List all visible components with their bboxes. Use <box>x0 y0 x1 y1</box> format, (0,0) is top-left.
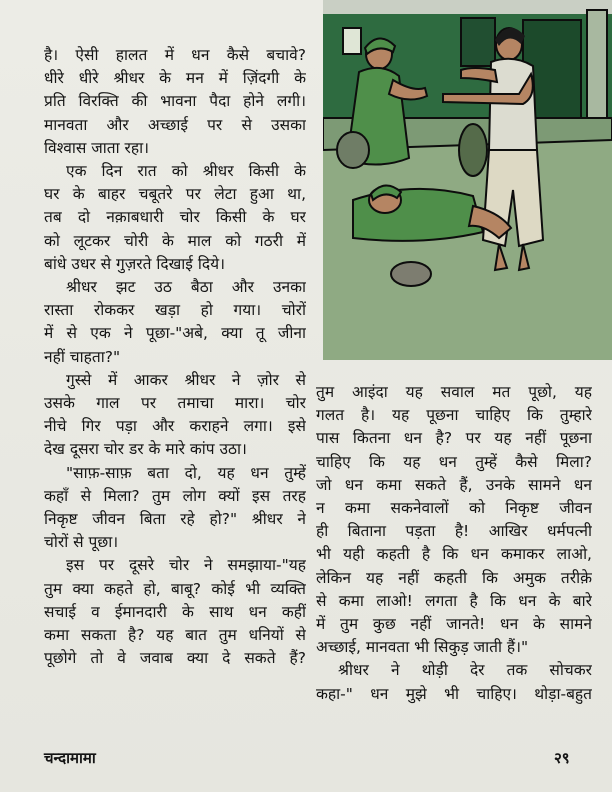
text-line: नीचे गिर पड़ा और कराहने लगा। इसे <box>44 417 306 436</box>
story-illustration <box>323 0 612 360</box>
house-pillar <box>587 10 607 130</box>
text-line: रास्ता रोककर खड़ा हो गया। चोरों <box>44 301 306 320</box>
text-line: से कमा लाओ! लगता है कि धन के बारे <box>316 591 592 610</box>
text-line: पूछोगे तो वे जवाब क्या दे सकते हैं? <box>44 649 306 668</box>
text-line: है। ऐसी हालत में धन कैसे बचावे? <box>44 46 306 64</box>
thief-bundle <box>337 132 369 168</box>
text-line: देख दूसरा चोर डर के मारे कांप उठा। <box>44 440 247 459</box>
magazine-title: चन्दामामा <box>44 749 96 767</box>
text-line: घर के बाहर चबूतरे पर लेटा हुआ था, <box>44 185 306 204</box>
text-line: मानवता और अच्छाई पर से उसका <box>44 115 306 134</box>
text-line: श्रीधर झट उठ बैठा और उनका <box>66 278 306 297</box>
text-line: बांधे उधर से गुज़रते दिखाई दिये। <box>44 254 225 273</box>
text-line: धीरे धीरे श्रीधर के मन में ज़िंदगी के <box>44 69 306 88</box>
text-line: निकृष्ट जीवन बिता रहे हो?" श्रीधर ने <box>44 510 306 529</box>
text-line: "साफ़-साफ़ बता दो, यह धन तुम्हें <box>66 463 306 482</box>
fallen-bundle <box>391 262 431 286</box>
text-line: तब दो नक़ाबधारी चोर किसी के घर <box>44 208 306 227</box>
text-line: गलत है। यह पूछना चाहिए कि तुम्हारे <box>316 406 592 425</box>
house-window-left <box>343 28 361 54</box>
text-line: इस पर दूसरे चोर ने समझाया-"यह <box>66 556 306 575</box>
text-line: ही बिताना पड़ता है! आखिर धर्मपत्नी <box>316 522 592 541</box>
right-text-column <box>316 381 592 706</box>
text-line: अच्छाई, मानवता भी सिकुड़ जाती हैं।" <box>316 638 529 657</box>
text-line: चाहिए कि यह धन तुम्हें कैसे मिला? <box>316 452 592 471</box>
text-line: कहा-" धन मुझे भी चाहिए। थोड़ा-बहुत <box>316 684 592 703</box>
text-line: को लूटकर चोरी के माल को गठरी में <box>44 231 306 250</box>
house-window-right <box>461 18 495 66</box>
text-line: कमा सकता है? यह बात तुम धनियों से <box>44 626 306 645</box>
text-line: जो धन कमा सकते हैं, उनके सामने धन <box>316 475 592 494</box>
text-line: सचाई व ईमानदारी के साथ धन कहीं <box>44 602 306 621</box>
text-line: चोरों से पूछा। <box>44 533 119 552</box>
page-number: २९ <box>554 749 570 767</box>
left-text-column <box>44 44 306 670</box>
text-line: तुम आइंदा यह सवाल मत पूछो, यह <box>316 383 592 401</box>
text-line: विश्वास जाता रहा। <box>44 138 150 157</box>
text-line: में से एक ने पूछा-"अबे, क्या तू जीना <box>44 324 306 343</box>
background-figure <box>459 124 487 176</box>
illustration-svg <box>323 0 612 360</box>
text-line: गुस्से में आकर श्रीधर ने ज़ोर से <box>66 370 306 389</box>
house-roof <box>323 0 612 14</box>
text-line: कहाँ से मिला? तुम लोग क्यों इस तरह <box>44 486 306 505</box>
text-line: में तुम कुछ नहीं जानते! धन के सामने <box>316 615 592 634</box>
text-line: न कमा सकनेवालों को निकृष्ट जीवन <box>316 499 592 518</box>
text-line: श्रीधर ने थोड़ी देर तक सोचकर <box>338 661 592 680</box>
text-line: पास कितना धन है? पर यह नहीं पूछना <box>316 429 592 448</box>
text-line: उसके गाल पर तमाचा मारा। चोर <box>44 394 306 413</box>
text-line: तुम क्या कहते हो, बाबू? कोई भी व्यक्ति <box>44 579 306 598</box>
text-line: लेकिन यह नहीं कहती कि अमुक तरीक़े <box>316 568 592 587</box>
text-line: एक दिन रात को श्रीधर किसी के <box>66 162 306 181</box>
text-line: प्रति विरक्ति की भावना पैदा होने लगी। <box>44 92 306 111</box>
text-line: भी यही कहती है कि धन कमाकर लाओ, <box>316 545 592 564</box>
text-line: नहीं चाहता?" <box>44 347 121 366</box>
